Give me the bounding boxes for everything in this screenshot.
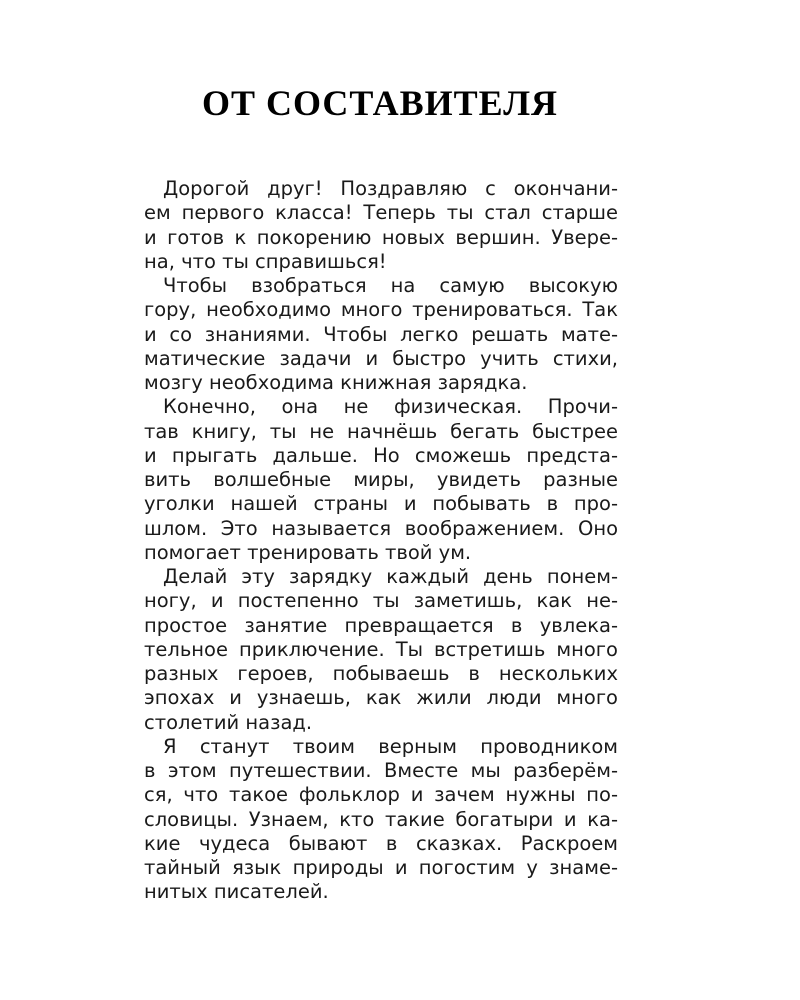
- page-title: ОТ СОСТАВИТЕЛЯ: [201, 83, 559, 123]
- text-line: Конечно, она не физическая. Прочи-: [163, 395, 618, 419]
- text-line: шлом. Это называется воображением. Оно: [144, 516, 618, 540]
- text-line: столетий назад.: [144, 710, 313, 734]
- text-line: эпохах и узнаешь, как жили люди много: [144, 686, 618, 710]
- text-line: уголки нашей страны и побывать в про-: [144, 492, 618, 516]
- text-line: помогает тренировать твой ум.: [144, 540, 472, 564]
- text-line: простое занятие превращается в увлека-: [144, 613, 618, 637]
- paragraph-3: [144, 395, 618, 565]
- text-line: мозгу необходима книжная зарядка.: [144, 371, 528, 394]
- paragraph-2: [144, 274, 618, 395]
- text-line: тельное приключение. Ты встретишь много: [144, 637, 618, 661]
- text-line: в этом путешествии. Вместе мы разберём-: [144, 759, 618, 782]
- text-line: кие чудеса бывают в сказках. Раскроем: [144, 831, 618, 855]
- paragraph-1: [144, 177, 618, 274]
- text-line: ем первого класса! Теперь ты стал старше: [144, 201, 618, 225]
- text-line: Дорогой друг! Поздравляю с окончани-: [163, 177, 618, 200]
- text-line: ся, что такое фольклор и зачем нужны по-: [144, 783, 618, 807]
- text-line: Чтобы взобраться на самую высокую: [163, 274, 618, 297]
- text-line: словицы. Узнаем, кто такие богатыри и ка-: [144, 807, 618, 831]
- paragraph-5: [144, 735, 618, 905]
- text-line: вить волшебные миры, увидеть разные: [144, 468, 618, 491]
- text-line: Делай эту зарядку каждый день понем-: [163, 565, 618, 588]
- paragraph-4: [144, 565, 618, 735]
- text-line: и со знаниями. Чтобы легко решать мате-: [144, 322, 618, 346]
- text-line: ногу, и постепенно ты заметишь, как не-: [144, 589, 618, 613]
- text-line: нитых писателей.: [144, 880, 329, 904]
- text-line: Я станут твоим верным проводником: [163, 734, 618, 758]
- text-line: матические задачи и быстро учить стихи,: [144, 346, 618, 370]
- text-line: на, что ты справишься!: [144, 249, 387, 273]
- text-line: тайный язык природы и погостим у знаме-: [144, 856, 618, 879]
- text-line: гору, необходимо много тренироваться. Так: [144, 298, 618, 322]
- text-line: и готов к покорению новых вершин. Увере-: [144, 225, 618, 249]
- text-line: разных героев, побываешь в нескольких: [144, 662, 618, 685]
- text-line: тав книгу, ты не начнёшь бегать быстрее: [144, 419, 618, 443]
- body-text: [144, 177, 618, 905]
- text-line: и прыгать дальше. Но сможешь предста-: [144, 443, 618, 467]
